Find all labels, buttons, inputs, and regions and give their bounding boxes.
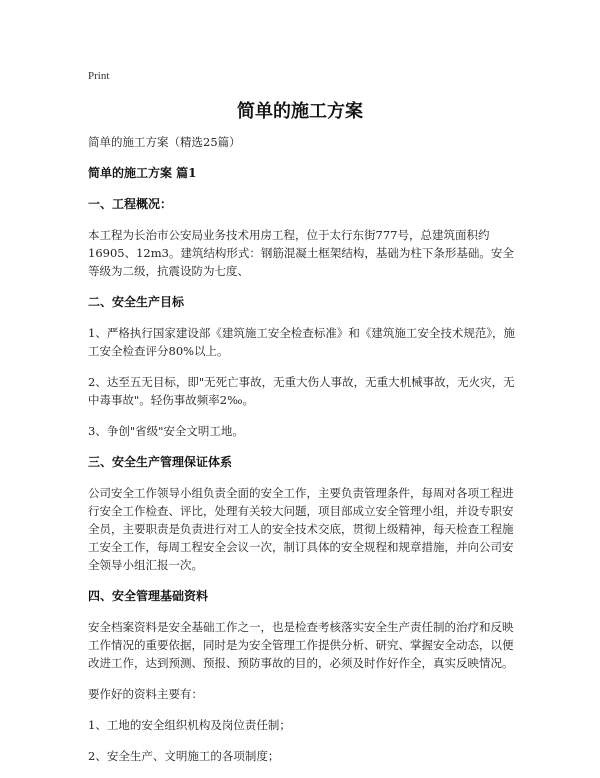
paragraph-goal-2: 2、达至五无目标，即"无死亡事故，无重大伤人事故，无重大机械事故，无火灾，无中毒事故"。轻伤事故频率2‰。 <box>88 375 515 407</box>
paragraph-records-intro: 要作好的资料主要有： <box>88 687 203 701</box>
section-heading: 简单的施工方案 篇1 <box>88 166 197 180</box>
heading-safety-records: 四、安全管理基础资料 <box>88 589 209 603</box>
paragraph-safety-system: 公司安全工作领导小组负责全面的安全工作，主要负责管理条件，每周对各项工程进行安全工作检查、评比，处理有关较大问题，项目部成立安全管理小组，并设专职安全员，主要职责是负责进行对工人的安全技术交底，贯彻上级精神，每天检查工程施工安全工作，每周工程安全会议一次，制订具体的安全规程和规章措施，并向公司安全领导小组汇报一次。 <box>88 486 514 572</box>
print-label[interactable]: Print <box>88 70 110 82</box>
heading-safety-system: 三、安全生产管理保证体系 <box>88 455 233 469</box>
paragraph-record-1: 1、工地的安全组织机构及岗位责任制； <box>88 718 291 732</box>
paragraph-goal-1: 1、严格执行国家建设部《建筑施工安全检查标准》和《建筑施工安全技术规范》，施工安全检查评分80%以上。 <box>88 326 516 358</box>
page-title: 简单的施工方案 <box>237 101 363 122</box>
paragraph-goal-3: 3、争创"省级"安全文明工地。 <box>88 424 244 438</box>
heading-project-overview: 一、工程概况： <box>88 197 173 211</box>
document-body <box>88 133 516 778</box>
doc-subtitle: 简单的施工方案（精选25篇） <box>88 135 241 149</box>
paragraph-record-2: 2、安全生产、文明施工的各项制度； <box>88 749 280 763</box>
paragraph-project-overview: 本工程为长治市公安局业务技术用房工程，位于太行东街777号，总建筑面积约16905、12m3。建筑结构形式：钢筋混凝土框架结构，基础为柱下条形基础。安全等级为二级，抗震设防为七度、 <box>88 228 514 278</box>
heading-safety-goals: 二、安全生产目标 <box>88 295 185 309</box>
paragraph-safety-records: 安全档案资料是安全基础工作之一，也是检查考核落实安全生产责任制的治疗和反映工作情况的重要依据，同时是为安全管理工作提供分析、研究、掌握安全动态，以便改进工作，达到预测、预报、预防事故的目的，必须及时作好作全，真实反映情况。 <box>88 620 514 670</box>
